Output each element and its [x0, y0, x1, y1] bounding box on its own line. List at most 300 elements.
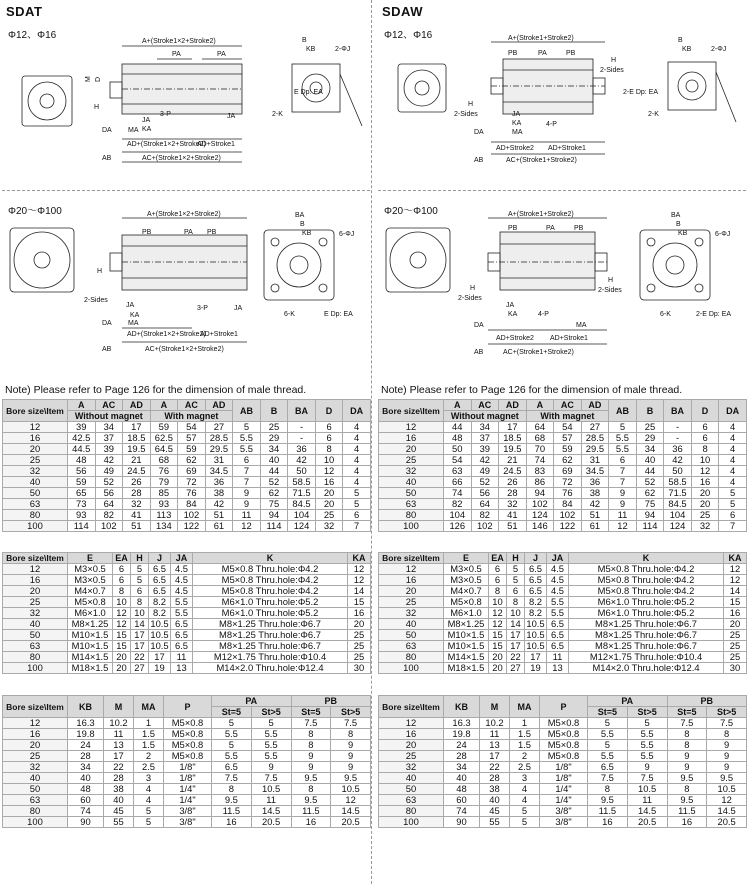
- table-cell: 20: [113, 663, 131, 674]
- table-cell: 124: [664, 521, 692, 532]
- bore-size-cell: 25: [3, 751, 68, 762]
- bore-size-cell: 100: [3, 817, 68, 828]
- table-cell: 34: [636, 444, 664, 455]
- bore-size-cell: 63: [379, 795, 444, 806]
- table-header: Bore size\Item: [379, 553, 444, 564]
- table-cell: 26: [499, 477, 527, 488]
- table-cell: 12: [691, 466, 719, 477]
- bore-size-cell: 12: [3, 564, 68, 575]
- table-cell: 52: [95, 477, 123, 488]
- table-header: B: [636, 400, 664, 422]
- table-cell: 13: [104, 740, 134, 751]
- table-cell: 20.5: [627, 817, 667, 828]
- table-cell: 62: [178, 455, 206, 466]
- table-cell: 113: [150, 510, 178, 521]
- table-cell: 55: [104, 817, 134, 828]
- table-header: B: [260, 400, 288, 422]
- table-cell: 57: [178, 433, 206, 444]
- table-cell: 12: [348, 564, 371, 575]
- table-cell: 9: [331, 751, 371, 762]
- table-cell: 11: [171, 652, 193, 663]
- table-cell: 8.2: [525, 608, 547, 619]
- table-cell: 22: [131, 652, 149, 663]
- table-cell: 7.5: [251, 773, 291, 784]
- bore-size-cell: 32: [3, 608, 68, 619]
- bore-size-cell: 12: [3, 718, 68, 729]
- bore-size-cell: 80: [3, 510, 68, 521]
- table-subheader: St>5: [331, 707, 371, 718]
- table-cell: 9.5: [588, 795, 628, 806]
- table-cell: 11.5: [291, 806, 331, 817]
- table-cell: 49: [95, 466, 123, 477]
- table-row: [379, 597, 747, 608]
- table-cell: 15: [489, 641, 507, 652]
- table-cell: 12: [348, 575, 371, 586]
- table-cell: 114: [68, 521, 96, 532]
- table-cell: 134: [150, 521, 178, 532]
- table-header: MA: [510, 696, 540, 718]
- table-cell: 27: [205, 422, 233, 433]
- table-cell: 8: [667, 740, 707, 751]
- table-cell: 15: [489, 630, 507, 641]
- table-row: [379, 718, 747, 729]
- bore-size-cell: 32: [3, 466, 68, 477]
- table-cell: 51: [499, 521, 527, 532]
- table-cell: 15: [724, 597, 747, 608]
- table-cell: 6: [113, 575, 131, 586]
- table-row: [379, 630, 747, 641]
- table-cell: 1.5: [510, 729, 540, 740]
- table-cell: 9: [707, 751, 747, 762]
- table-cell: 38: [104, 784, 134, 795]
- table-cell: 65: [68, 488, 96, 499]
- table-cell: M5×0.8: [164, 729, 212, 740]
- table-header: Bore size\Item: [379, 696, 444, 718]
- table-cell: 8.2: [525, 597, 547, 608]
- table-cell: 82: [471, 510, 499, 521]
- table-cell: 12: [707, 795, 747, 806]
- table-row: [3, 521, 371, 532]
- dimension-table-2: [2, 552, 371, 674]
- table-cell: 6: [233, 455, 261, 466]
- bore-size-cell: 63: [379, 641, 444, 652]
- table-cell: 19.5: [499, 444, 527, 455]
- table-cell: 17: [525, 652, 547, 663]
- table-cell: 10: [691, 455, 719, 466]
- table-cell: M8×1.25: [68, 619, 113, 630]
- sdaw-small-drawing: [378, 34, 748, 174]
- table-cell: 64.5: [150, 444, 178, 455]
- bore-size-cell: 32: [379, 762, 444, 773]
- table-cell: 66: [444, 477, 472, 488]
- dim-p3-label-2: 3-P: [197, 305, 208, 312]
- table-header: AD: [123, 400, 151, 411]
- table-cell: 4.5: [171, 564, 193, 575]
- table-cell: 9: [707, 740, 747, 751]
- dim-pa2-label: PA: [217, 51, 226, 58]
- table-header: AD: [499, 400, 527, 411]
- table-cell: 5: [251, 718, 291, 729]
- table-cell: 11: [627, 795, 667, 806]
- table-cell: 62.5: [150, 433, 178, 444]
- table-cell: 14.5: [331, 806, 371, 817]
- table-cell: 17: [507, 630, 525, 641]
- table-cell: 51: [581, 510, 609, 521]
- table-subheader: St=5: [212, 707, 252, 718]
- bore-size-cell: 25: [379, 751, 444, 762]
- bore-size-cell: 40: [379, 773, 444, 784]
- table-cell: M6×1.0: [68, 608, 113, 619]
- table-cell: 9: [667, 762, 707, 773]
- table-cell: 12: [113, 619, 131, 630]
- table-header: J: [525, 553, 547, 564]
- table-cell: 6: [609, 455, 637, 466]
- table-cell: 8: [507, 597, 525, 608]
- dim-b-label-2: B: [300, 221, 305, 228]
- table-cell: 38: [205, 488, 233, 499]
- dim-ad1-label-2: AD+Stroke2: [496, 335, 534, 342]
- table-cell: 8: [667, 784, 707, 795]
- table-cell: 124: [526, 510, 554, 521]
- table-cell: 82: [95, 510, 123, 521]
- bore-size-cell: 32: [379, 608, 444, 619]
- dim-ja2-label-2: JA: [234, 305, 243, 312]
- table-cell: 4.5: [171, 586, 193, 597]
- table-cell: 39: [68, 422, 96, 433]
- dim-ad1-label-2: AD+(Stroke1×2+Stroke2): [127, 331, 206, 338]
- table-cell: 57: [554, 433, 582, 444]
- table-cell: 7: [719, 521, 747, 532]
- table-cell: 7.5: [291, 718, 331, 729]
- dim-ac-label: AC+(Stroke1×2+Stroke2): [142, 155, 221, 162]
- table-cell: 12: [233, 521, 261, 532]
- table-cell: 25: [315, 510, 343, 521]
- table-cell: 3/8": [164, 806, 212, 817]
- table-cell: 10.5: [707, 784, 747, 795]
- table-cell: 20: [315, 499, 343, 510]
- table-cell: 74: [68, 806, 104, 817]
- table-cell: M5×0.8: [540, 718, 588, 729]
- table-cell: 12: [489, 608, 507, 619]
- table-cell: 8.2: [149, 597, 171, 608]
- table-row: [379, 521, 747, 532]
- table-cell: 29: [260, 433, 288, 444]
- table-header: K: [569, 553, 724, 564]
- sdat-small-drawing: [2, 34, 372, 174]
- table-cell: 11: [251, 795, 291, 806]
- table-cell: 14: [348, 586, 371, 597]
- table-cell: 114: [260, 521, 288, 532]
- table-cell: M3×0.5: [68, 575, 113, 586]
- table-cell: 16.3: [68, 718, 104, 729]
- table-cell: 6.5: [171, 619, 193, 630]
- table-cell: 70: [526, 444, 554, 455]
- table-cell: 71.5: [664, 488, 692, 499]
- table-cell: 20: [724, 619, 747, 630]
- table-cell: 8: [331, 729, 371, 740]
- bore-size-cell: 12: [379, 422, 444, 433]
- table-cell: 1/4": [540, 784, 588, 795]
- dim-h-label-2: H: [97, 268, 103, 275]
- table-cell: 4: [343, 466, 371, 477]
- table-cell: M6×1.0 Thru.hole:Φ5.2: [569, 608, 724, 619]
- table-subheader: Without magnet: [68, 411, 151, 422]
- table-cell: 10: [489, 597, 507, 608]
- table-cell: 8: [131, 597, 149, 608]
- dim-phij-label: 2-ΦJ: [711, 46, 727, 53]
- table-cell: 4: [719, 444, 747, 455]
- table-cell: 24.5: [123, 466, 151, 477]
- table-cell: 4: [343, 422, 371, 433]
- table-cell: 28: [68, 751, 104, 762]
- table-cell: 11.5: [667, 806, 707, 817]
- table-cell: 26: [123, 477, 151, 488]
- dim-p4-label-2: 4-P: [538, 311, 549, 318]
- dim-ja2-label: JA: [227, 113, 236, 120]
- dim-pa-label: PA: [172, 51, 181, 58]
- table-cell: 74: [444, 488, 472, 499]
- table-cell: 5: [719, 488, 747, 499]
- table-cell: 4: [134, 795, 164, 806]
- table-cell: 31: [205, 455, 233, 466]
- table-cell: M3×0.5: [68, 564, 113, 575]
- table-cell: 31: [581, 455, 609, 466]
- dim-sides-label: 2-Sides: [84, 297, 108, 304]
- table-header: MA: [134, 696, 164, 718]
- table-cell: 6.5: [212, 762, 252, 773]
- dim-p3-label: 3-P: [160, 111, 171, 118]
- table-cell: 40: [480, 795, 510, 806]
- table-row: [3, 488, 371, 499]
- table-header: M: [480, 696, 510, 718]
- table-cell: 34: [68, 762, 104, 773]
- table-cell: 7.5: [588, 773, 628, 784]
- table-header: AC: [554, 400, 582, 411]
- table-cell: M3×0.5: [444, 575, 489, 586]
- table-cell: 51: [205, 510, 233, 521]
- table-cell: 122: [554, 521, 582, 532]
- table-cell: 5.5: [212, 729, 252, 740]
- table-cell: 16.3: [444, 718, 480, 729]
- table-cell: 11: [609, 510, 637, 521]
- table-cell: 41: [123, 510, 151, 521]
- table-cell: 10.5: [150, 629, 169, 640]
- table-cell: 20: [113, 652, 131, 663]
- bore-size-cell: 16: [3, 729, 68, 740]
- table-cell: 55: [480, 817, 510, 828]
- table-row: [3, 575, 371, 586]
- table-cell: 25: [724, 652, 747, 663]
- table-cell: 72: [178, 477, 206, 488]
- dim-edp-label: E Dp: EA: [294, 89, 323, 96]
- table-cell: 19: [525, 663, 547, 674]
- table-cell: 5: [510, 817, 540, 828]
- table-row: [3, 740, 371, 751]
- bore-size-cell: 80: [379, 510, 444, 521]
- bore-size-cell: 12: [3, 422, 68, 433]
- table-cell: 14.5: [627, 806, 667, 817]
- table-cell: 5: [719, 499, 747, 510]
- table-cell: 9.5: [667, 795, 707, 806]
- table-cell: 5: [134, 806, 164, 817]
- table-cell: 69: [554, 466, 582, 477]
- table-cell: 24: [444, 740, 480, 751]
- table-row: [3, 663, 371, 674]
- table-cell: 8: [291, 784, 331, 795]
- dim-sides2-label-2: 2-Sides: [458, 295, 482, 302]
- table-cell: M5×0.8: [164, 718, 212, 729]
- table-header: Bore size\Item: [3, 553, 68, 564]
- table-cell: 122: [178, 521, 206, 532]
- table-row: [379, 652, 747, 663]
- table-cell: 11: [233, 510, 261, 521]
- table-cell: 76: [150, 466, 178, 477]
- dim-ad2-label-2: AD+Stroke1: [200, 331, 238, 338]
- table-cell: 3/8": [540, 806, 588, 817]
- bore-large-label: Φ20～Φ100: [384, 206, 438, 217]
- dim-kb-label-2: KB: [302, 230, 312, 237]
- table-row: [3, 597, 371, 608]
- table-row: [3, 619, 371, 630]
- table-cell: 60: [68, 795, 104, 806]
- table-cell: 17: [123, 422, 151, 433]
- dim-pb2-label: PB: [207, 229, 217, 236]
- dim-ab-label-2: AB: [474, 349, 484, 356]
- table-cell: 4: [719, 422, 747, 433]
- table-row: [379, 740, 747, 751]
- table-cell: 76: [554, 488, 582, 499]
- dimension-table-3: [2, 695, 371, 828]
- table-cell: 8: [588, 784, 628, 795]
- dim-ad1-label: AD+Stroke2: [496, 145, 534, 152]
- table-cell: 94: [636, 510, 664, 521]
- table-cell: 22: [480, 762, 510, 773]
- bore-size-cell: 100: [3, 663, 68, 674]
- dim-ad1-label: AD+(Stroke1×2+Stroke2): [127, 141, 206, 148]
- table-header: EA: [489, 553, 507, 564]
- dim-k2-label: 2-K: [648, 111, 659, 118]
- table-cell: 16: [348, 608, 371, 619]
- table-cell: 17: [149, 652, 171, 663]
- table-cell: M8×1.25: [444, 619, 489, 630]
- table-cell: 34: [95, 422, 123, 433]
- bore-size-cell: 20: [3, 444, 68, 455]
- table-row: [3, 422, 371, 433]
- table-cell: 37: [471, 433, 499, 444]
- table-cell: 4: [343, 477, 371, 488]
- table-cell: 18.5: [123, 433, 151, 444]
- dim-h-label: H: [94, 104, 100, 111]
- table-cell: 102: [178, 510, 206, 521]
- table-cell: 54: [178, 422, 206, 433]
- table-row: [3, 795, 371, 806]
- table-cell: 3: [510, 773, 540, 784]
- bore-size-cell: 100: [379, 817, 444, 828]
- table-cell: 20: [348, 619, 371, 630]
- table-cell: 9: [251, 762, 291, 773]
- table-cell: -: [288, 422, 316, 433]
- table-header: M: [104, 696, 134, 718]
- dim-ab-label-2: AB: [102, 346, 112, 353]
- table-cell: 114: [636, 521, 664, 532]
- bore-size-cell: 20: [379, 586, 444, 597]
- table-cell: 29: [636, 433, 664, 444]
- table-cell: 34: [444, 762, 480, 773]
- table-row: [379, 663, 747, 674]
- table-row: [3, 477, 371, 488]
- table-cell: 59: [68, 477, 96, 488]
- table-cell: 73: [68, 499, 96, 510]
- table-cell: 6.5: [149, 564, 171, 575]
- table-cell: 62: [260, 488, 288, 499]
- table-cell: 104: [288, 510, 316, 521]
- table-header: AB: [233, 400, 261, 422]
- table-cell: 5: [212, 718, 252, 729]
- table-cell: 64: [526, 422, 554, 433]
- table-cell: 4: [719, 433, 747, 444]
- table-subheader: Without magnet: [444, 411, 527, 422]
- table-cell: 10: [315, 455, 343, 466]
- table-cell: 20.5: [251, 817, 291, 828]
- table-cell: 22: [104, 762, 134, 773]
- table-cell: 102: [554, 510, 582, 521]
- table-cell: 6: [691, 422, 719, 433]
- dim-k6-label: 6-K: [284, 311, 295, 318]
- table-cell: 7: [609, 477, 637, 488]
- table-cell: 93: [150, 499, 178, 510]
- table-cell: 9.5: [331, 773, 371, 784]
- table-cell: 83: [526, 466, 554, 477]
- table-cell: 40: [260, 455, 288, 466]
- table-cell: 42.5: [68, 433, 96, 444]
- table-cell: 32: [691, 521, 719, 532]
- table-cell: 84.5: [664, 499, 692, 510]
- table-cell: M5×0.8: [540, 729, 588, 740]
- dim-ja-label-2: JA: [126, 302, 135, 309]
- table-cell: 69: [178, 466, 206, 477]
- dim-h2-label: H: [468, 101, 474, 108]
- table-cell: 14: [131, 619, 149, 630]
- table-cell: 21: [123, 455, 151, 466]
- dim-p4-label: 4-P: [546, 121, 557, 128]
- table-cell: 20: [691, 488, 719, 499]
- table-cell: M18×1.5: [444, 663, 489, 674]
- bore-small-label: Φ12、Φ16: [8, 30, 57, 41]
- series-title: SDAW: [382, 4, 423, 19]
- bore-size-cell: 40: [3, 773, 68, 784]
- bore-large-label: Φ20～Φ100: [8, 206, 62, 217]
- bore-size-cell: 50: [379, 784, 444, 795]
- table-cell: 44: [444, 422, 472, 433]
- table-cell: 4: [510, 784, 540, 795]
- table-cell: 9: [331, 762, 371, 773]
- table-cell: 5: [609, 422, 637, 433]
- table-cell: 68: [150, 455, 178, 466]
- table-row: [3, 751, 371, 762]
- table-cell: 38: [581, 488, 609, 499]
- bore-size-cell: 16: [379, 729, 444, 740]
- table-cell: 24: [68, 740, 104, 751]
- table-cell: 1.5: [134, 729, 164, 740]
- table-cell: 6: [315, 433, 343, 444]
- table-cell: 7: [233, 466, 261, 477]
- bore-size-cell: 50: [3, 784, 68, 795]
- bore-size-cell: 50: [379, 630, 444, 641]
- bore-size-cell: 12: [379, 718, 444, 729]
- bore-size-cell: 63: [3, 795, 68, 806]
- table-header: AC: [178, 400, 206, 411]
- table-cell: 4: [134, 784, 164, 795]
